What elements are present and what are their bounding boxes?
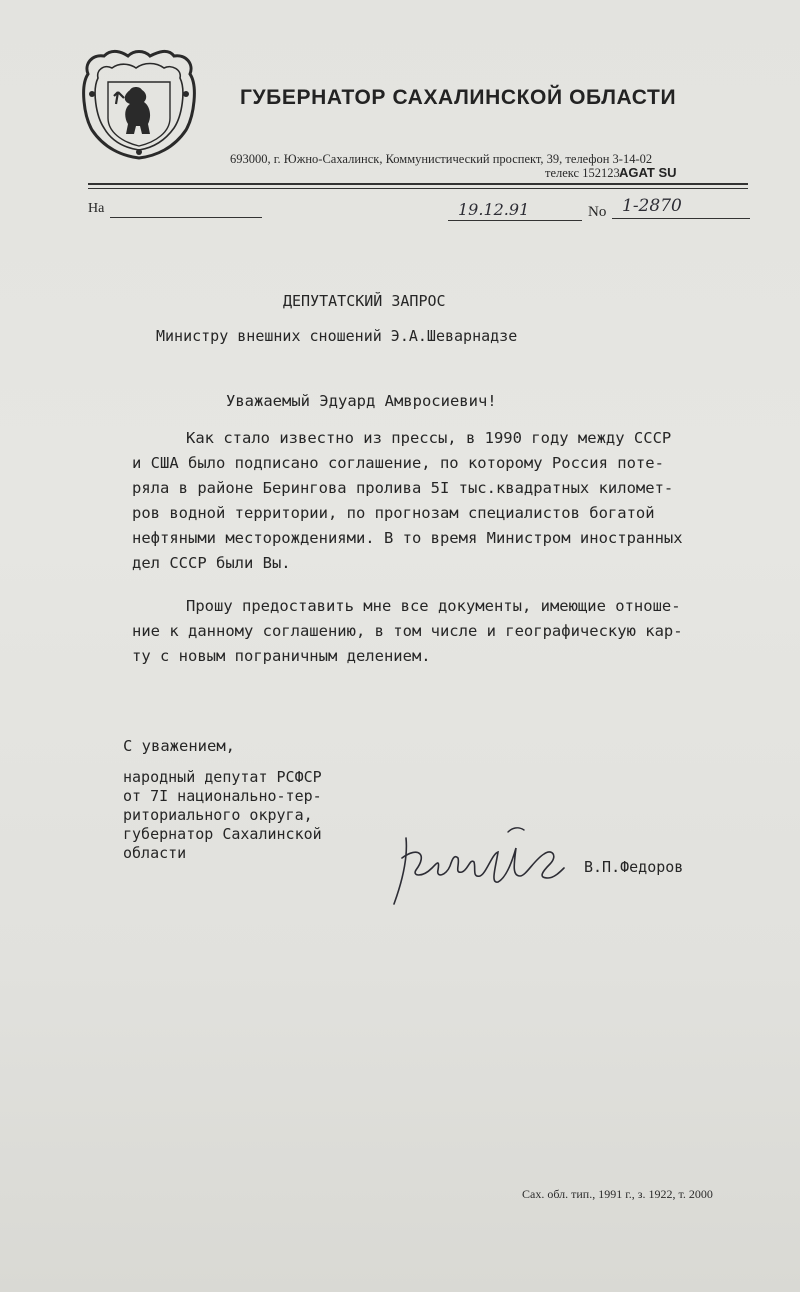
reference-date-line <box>448 220 582 221</box>
letter-paragraph-1 <box>132 426 683 576</box>
paragraph-line: дел СССР были Вы. <box>132 554 291 572</box>
letter-addressee: Министру внешних сношений Э.А.Шеварнадзе <box>156 327 518 345</box>
printer-imprint: Сах. обл. тип., 1991 г., з. 1922, т. 2000 <box>522 1187 713 1201</box>
reference-number: 1-2870 <box>622 196 682 216</box>
paragraph-line: ту с новым пограничным делением. <box>132 647 431 665</box>
reference-na-line <box>110 217 262 218</box>
telex-code: AGAT SU <box>619 165 677 180</box>
letterhead-address: 693000, г. Южно-Сахалинск, Коммунистический проспект, 39, телефон 3-14-02 <box>230 152 653 166</box>
reference-date: 19.12.91 <box>458 200 530 219</box>
reference-na-label: На <box>88 201 105 216</box>
signer-name: В.П.Федоров <box>584 858 684 876</box>
signer-title-line: от 7I национально-тер- <box>123 787 322 805</box>
paragraph-line: ние к данному соглашению, в том числе и географическую кар- <box>132 622 683 640</box>
paragraph-line: и США было подписано соглашение, по которому Россия поте- <box>132 454 664 472</box>
paragraph-line: ров водной территории, по прогнозам специалистов богатой <box>132 504 655 522</box>
signer-title-line: области <box>123 844 187 862</box>
signer-title-line: риториального округа, <box>123 806 313 824</box>
letter-salutation: Уважаемый Эдуард Амвросиевич! <box>226 392 497 410</box>
paragraph-line: ряла в районе Берингова пролива 5I тыс.квадратных километ- <box>132 479 674 497</box>
signer-title-line: губернатор Сахалинской <box>123 825 322 843</box>
letter-closing: С уважением, <box>123 737 235 755</box>
paragraph-line: Как стало известно из прессы, в 1990 году между СССР <box>186 429 672 447</box>
reference-number-label: No <box>588 204 607 220</box>
reference-number-line <box>612 218 750 219</box>
paragraph-line: нефтяными месторождениями. В то время Министром иностранных <box>132 529 683 547</box>
handwritten-signature <box>388 818 568 910</box>
paragraph-line: Прошу предоставить мне все документы, имеющие отноше- <box>186 597 681 615</box>
letterhead-divider <box>88 183 748 185</box>
letter-paragraph-2 <box>132 594 683 669</box>
letter-heading: ДЕПУТАТСКИЙ ЗАПРОС <box>283 292 446 310</box>
signer-title <box>123 768 322 863</box>
bear-coat-of-arms-icon <box>78 46 200 160</box>
telex-label: телекс 152123 <box>545 166 620 180</box>
letterhead-divider-thin <box>88 188 748 189</box>
signer-title-line: народный депутат РСФСР <box>123 768 322 786</box>
letterhead-title: ГУБЕРНАТОР САХАЛИНСКОЙ ОБЛАСТИ <box>240 86 677 109</box>
